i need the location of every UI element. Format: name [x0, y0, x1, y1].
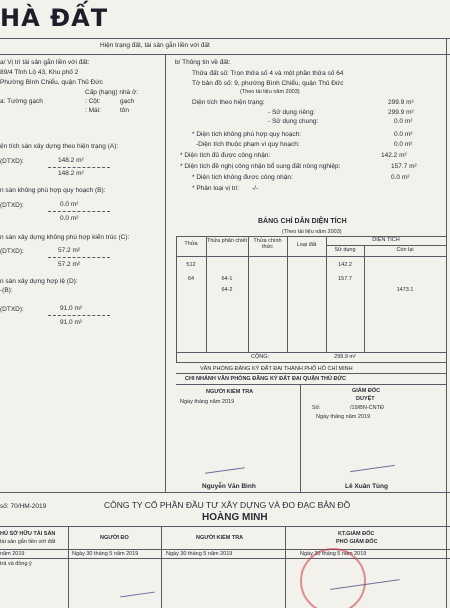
- extra-value: 157.7 m²: [391, 163, 417, 170]
- dtxd-label: (DTXD):: [0, 306, 24, 313]
- doc-number: số: 70/HM-2019: [0, 503, 47, 510]
- director-col-subtitle: PHÓ GIÁM ĐỐC: [336, 539, 378, 545]
- director-col-date: Ngày 30 tháng 5 năm 2019: [300, 551, 367, 557]
- grade-label: Cấp (hạng) nhà ở:: [85, 89, 139, 96]
- address: 89/4 Tỉnh Lộ 43, Khu phố 2: [0, 69, 79, 76]
- divider: [0, 38, 450, 39]
- category-value: -/-: [252, 185, 259, 192]
- company-name: CÔNG TY CỔ PHẦN ĐẦU TƯ XÂY DỰNG VÀ ĐO ĐẠC BẢN ĐỒ: [104, 500, 351, 510]
- owner-col-subtitle: tài sản gắn liền với đất: [0, 539, 56, 545]
- section-a-label: a/ Vị trí tài sản gắn liền với đất:: [0, 59, 90, 66]
- dtxd-label: (DTXD):: [0, 158, 24, 165]
- area-current-value: 299.9 m²: [388, 99, 414, 106]
- checker-date: Ngày tháng năm 2019: [180, 399, 235, 405]
- col-header-su-dung: Sử dụng: [334, 247, 356, 253]
- ward: Phường Bình Chiểu, quận Thủ Đức: [0, 79, 103, 86]
- column-divider: [165, 54, 166, 492]
- source-note: (Theo tài liệu năm 2003): [240, 89, 300, 95]
- nonconf-value: 0.0 m²: [394, 131, 413, 138]
- area-b-total: 0.0 m²: [60, 215, 79, 222]
- not-recognized-label: * Diện tích không được công nhận:: [192, 174, 293, 181]
- area-c-label: n sàn xây dựng không phù hợp kiến trúc (C):: [0, 234, 130, 241]
- shared-use-label: - Sử dụng chung:: [268, 118, 319, 125]
- private-use-label: - Sử dụng riêng:: [268, 109, 315, 116]
- cell-phan-chiet: 64-2: [221, 287, 233, 293]
- director-title: GIÁM ĐỐC: [352, 388, 381, 394]
- extra-label: * Diện tích đề nghị công nhận bổ sung đất nông nghiệp:: [180, 163, 341, 170]
- col-header-phan-chiet: Thửa phân chiết: [206, 238, 248, 244]
- doc-number-value: /19/BN-CNTĐ: [350, 405, 384, 411]
- recognized-value: 142.2 m²: [381, 152, 407, 159]
- parcel-number: Thửa đất số: Trọn thửa số 4 và một phần thửa số 64: [192, 70, 344, 77]
- surveyor-date: Ngày 30 tháng 5 năm 2019: [72, 551, 139, 557]
- not-recognized-value: 0.0 m²: [391, 174, 410, 181]
- signature: [350, 465, 395, 472]
- road-value: 0.0 m²: [394, 141, 413, 148]
- cell-thua: 512: [186, 262, 196, 268]
- nonconf-label: * Diện tích không phù hợp quy hoạch:: [192, 131, 302, 138]
- office-city: VĂN PHÒNG ĐĂNG KÝ ĐẤT ĐAI THÀNH PHỐ HỒ CHÍ MINH: [200, 366, 353, 372]
- dotted-line: [48, 211, 110, 212]
- total-label: CỘNG:: [250, 354, 270, 360]
- office-branch: CHI NHÁNH VĂN PHÒNG ĐĂNG KÝ ĐẤT ĐAI QUẬN THỦ ĐỨC: [185, 376, 347, 382]
- signature: [120, 592, 155, 598]
- divider: [0, 54, 450, 55]
- director-date: Ngày tháng năm 2019: [316, 414, 371, 420]
- area-d-label: n sàn xây dựng hợp lệ (D):: [0, 278, 78, 285]
- approved-label: DUYỆT: [356, 396, 375, 402]
- area-d-formula: -(B):: [0, 287, 13, 294]
- col-header-dien-tich: DIỆN TÍCH: [372, 237, 400, 243]
- roof-label: : Mái:: [85, 107, 101, 114]
- col-header-con-lai: Còn lại: [396, 247, 414, 253]
- area-current-label: Diện tích theo hiện trạng:: [192, 99, 265, 106]
- area-b-value: 0.0 m²: [60, 201, 79, 208]
- cell-su-dung: 157.7: [338, 276, 352, 282]
- cell-phan-chiet: 64-1: [221, 276, 233, 282]
- surveyor-col-title: NGƯỜI ĐO: [100, 535, 129, 541]
- area-a-label: ện tích sàn xây dựng theo hiện trạng (A):: [0, 143, 119, 150]
- table-title: BẢNG CHỈ DẪN DIỆN TÍCH: [258, 218, 347, 225]
- header-text: Hiện trạng đất, tài sản gắn liền với đất: [100, 42, 210, 49]
- dotted-line: [48, 167, 110, 168]
- map-sheet: Tờ bản đồ số: 9, phường Bình Chiểu, quận Thủ Đức: [192, 80, 344, 87]
- dotted-line: [48, 257, 110, 258]
- col-header-chinh-thuc: Thửa chính thức: [253, 238, 282, 250]
- dotted-line: [48, 315, 110, 316]
- signature: [205, 467, 245, 474]
- company-seal: [300, 548, 366, 608]
- checker-name: Nguyễn Văn Bình: [202, 483, 256, 490]
- owner-date: năm 2019: [0, 551, 25, 557]
- area-d-value: 91.0 m²: [60, 305, 83, 312]
- recognized-label: * Diện tích đủ được công nhận:: [180, 152, 271, 159]
- page-title: HÀ ĐẤT: [0, 4, 109, 32]
- checker-col-title: NGƯỜI KIỂM TRA: [196, 535, 244, 541]
- right-border: [446, 38, 447, 608]
- company-brand: HOÀNG MINH: [202, 512, 268, 523]
- director-col-title: KT.GIÁM ĐỐC: [338, 531, 375, 537]
- doc-number-label: Số:: [312, 405, 321, 411]
- dtxd-label: (DTXD):: [0, 202, 24, 209]
- col-header-thua: Thửa: [184, 241, 198, 247]
- area-c-total: 57.2 m²: [58, 261, 81, 268]
- shared-use-value: 0.0 m²: [394, 118, 413, 125]
- checker-col-date: Ngày 30 tháng 5 năm 2019: [166, 551, 233, 557]
- area-a-total: 148.2 m²: [58, 170, 84, 177]
- area-a-value: 148.2 m²: [58, 157, 84, 164]
- owner-note: trả và đồng ý: [0, 561, 32, 567]
- director-name: Lê Xuân Tùng: [345, 483, 388, 490]
- dtxd-label: (DTXD):: [0, 248, 24, 255]
- table-note: (Theo tài liệu năm 2003): [282, 229, 342, 235]
- private-use-value: 299.9 m²: [388, 109, 414, 116]
- cell-con-lai: 1473.1: [396, 287, 414, 293]
- column-value: gạch: [120, 98, 135, 105]
- wall-label: a: Tường gạch: [0, 98, 43, 105]
- road-label: -Diện tích thuộc phạm vi quy hoạch:: [196, 141, 300, 148]
- cell-su-dung: 142.2: [338, 262, 352, 268]
- col-header-loai-dat: Loại đất: [296, 242, 317, 248]
- area-c-value: 57.2 m²: [58, 247, 81, 254]
- section-b-label: b/ Thông tin về đất:: [175, 59, 231, 66]
- category-label: * Phân loại vị trí:: [192, 185, 240, 192]
- owner-col-title: HỦ SỞ HỮU TÀI SẢN: [0, 531, 56, 537]
- cell-thua: 64: [187, 276, 195, 282]
- area-d-total: 91.0 m²: [60, 319, 83, 326]
- column-label: : Cột:: [85, 98, 101, 105]
- checker-title: NGƯỜI KIỂM TRA: [206, 389, 254, 395]
- roof-value: tôn: [120, 107, 130, 114]
- area-b-label: n sàn không phù hợp quy hoạch (B):: [0, 187, 106, 194]
- total-value: 299.9 m²: [334, 354, 356, 360]
